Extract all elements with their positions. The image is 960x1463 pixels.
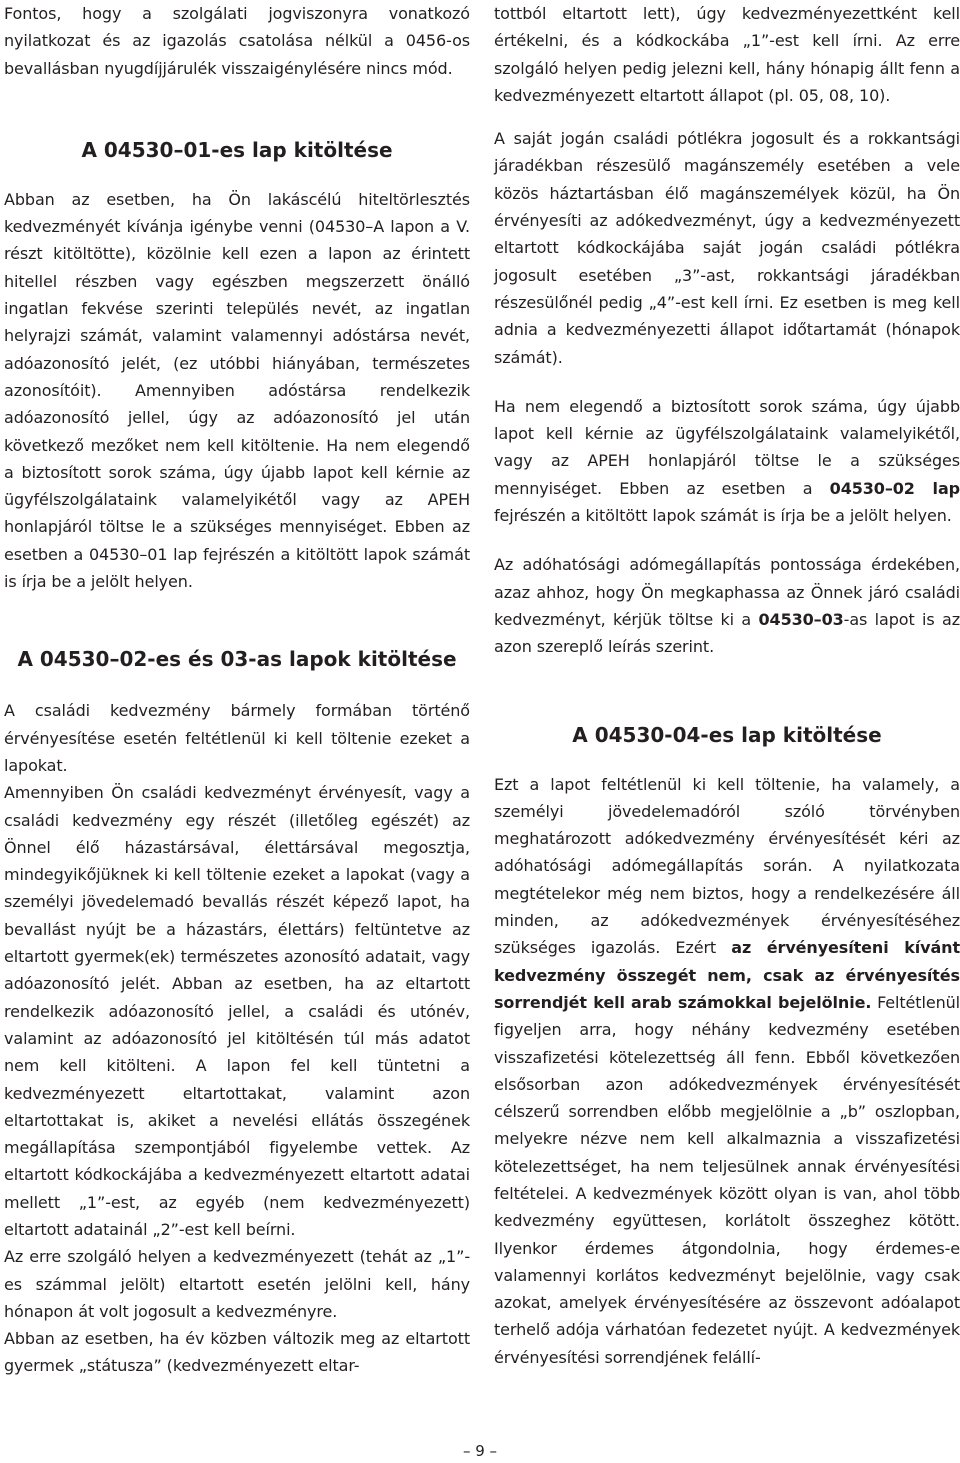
sorok-text-end: fejrészén a kitöltött lapok számát is írja be a jelölt helyen. (494, 506, 952, 526)
paragraph-04530-04 (494, 771, 960, 1372)
sorok-text-start: Ha nem elegendő a biztosított sorok száma, úgy újabb lapot kell kérnie az ügyfélszolgálataink valamelyikétől, vagy az APEH honlapjáról töltse le a szükséges mennyiséget. Ebben az esetben a (494, 396, 960, 498)
heading-04530-04: A 04530-04-es lap kitöltése (572, 722, 882, 747)
heading-04530-01: A 04530–01-es lap kitöltése (81, 137, 393, 162)
left-column (4, 0, 470, 1380)
paragraph-csaladi-kedvezmeny-2: Amennyiben Ön családi kedvezményt érvényesít, vagy a családi kedvezmény egy részét (illetőleg egészét) az Önnel élő házastársával, élettársával megosztja, mindegyikőjüknek ki kell töltenie ezeket a lapokat (vagy a személyi jövedelemadó bevallás részét képező lapot, ha bevallást nyújt be a házastárs, élettárs) feltüntetve az eltartott gyermek(ek) természetes azonosító adatait, vagy adóazonosító jelét. Abban az esetben, ha az eltartott rendelkezik adóazonosító jellel, a családi és utónév, valamint az adóazonosító jel kitöltésén túl más adatot nem kell kitölteni. A lapon fel kell tüntetni a kedvezményezett eltartottakat, valamint azon eltartottakat is, akiket a nevelési ellátás összegének megállapítása szempontjából figyelembe vettek. Az eltartott kódkockájába a kedvezményezett eltartott adatai mellett „1”-est, az egyéb (nem kedvezményezett) eltartott adatainál „2”-est kell beírni. (4, 783, 470, 1239)
heading-04530-02-03: A 04530–02-es és 03-as lapok kitöltése (17, 647, 457, 672)
paragraph-sajat-jogan: A saját jogán családi pótlékra jogosult és a rokkantsági járadékban részesülő magánszemély esetében a vele közös háztartásban élő magánszemélyek közül, ha Ön érvényesíti az adókedvezményt, úgy a kedvezményezett eltartott kódkockájába saját jogán családi pótlékra jogosult esetében „3”-ast, rokkantsági járadékban részesülőnél pedig „4”-est kell írni. Ez esetben is meg kell adnia a kedvezményezetti állapot időtartamát (hónapok számát). (494, 129, 960, 367)
paragraph-adohatosagi (494, 551, 960, 660)
lap04-text-bold: az érvényesíteni kívánt kedvezmény összegét nem, csak az érvényesítés sorrendjét kell arab számokkal bejelölnie. (494, 938, 960, 1012)
paragraph-csaladi-kedvezmeny-1: A családi kedvezmény bármely formában történő érvényesítése esetén feltétlenül ki kell töltenie ezeket a lapokat. (4, 701, 470, 775)
adohat-text-bold: 04530–03 (758, 609, 844, 629)
paragraph-csaladi-kedvezmeny-4: Abban az esetben, ha év közben változik meg az eltartott gyermek „státusza” (kedvezményezett eltar- (4, 1329, 470, 1376)
lap04-text-start: Ezt a lapot feltétlenül ki kell töltenie, ha valamely, a személyi jövedelemadóról szóló törvényben meghatározott adókedvezmény érvényesítését kéri az adóhatósági adómegállapítás során. A nyilatkozata megtételekor még nem biztos, hogy a rendelkezésére áll minden, az adókedvezmények érvényesítéséhez szükséges igazolás. Ezért (494, 774, 960, 958)
adohat-text-start: Az adóhatósági adómegállapítás pontossága érdekében, azaz ahhoz, hogy Ön megkaphassa az Önnek járó családi kedvezményt, kérjük töltse ki a (494, 555, 960, 629)
intro-paragraph: Fontos, hogy a szolgálati jogviszonyra vonatkozó nyilatkozat és az igazolás csatolása nélkül a 0456-os bevallásban nyugdíjjárulék visszaigénylésére nincs mód. (4, 4, 470, 78)
paragraph-continuation: tottból eltartott lett), úgy kedvezményezettként kell értékelni, és a kódkockába „1”-est kell írni. Az erre szolgáló helyen pedig jelezni kell, hány hónapig állt fenn a kedvezményezett eltartott állapot (pl. 05, 08, 10). (494, 4, 960, 105)
adohat-text-end: -as lapot is az azon szereplő leírás szerint. (494, 609, 960, 657)
sorok-text-bold: 04530–02 lap (829, 478, 960, 498)
lap04-text-end: Feltétlenül figyeljen arra, hogy néhány kedvezmény esetében visszafizetési kötelezettség áll fenn. Ebből következően elsősorban azon adókedvezmények érvényesítését célszerű sorrendben előbb megjelölnie a „b” oszlopban, melyekre nézve nem kell alkalmaznia a visszafizetési kötelezettséget, ha nem teljesülnek annak érvényesítési feltételei. A kedvezmények között olyan is van, ahol több kedvezmény együttesen, korlátolt összeghez kötött. Ilyenkor érdemes átgondolnia, hogy érdemes-e valamennyi korlátos kedvezményt bejelölnie, vagy csak azokat, amelyek érvényesítésére az összevont adóalapot terhelő adója várhatóan fedezetet nyújt. A kedvezmények érvényesítési sorrendjének felállí- (494, 992, 960, 1367)
page-number: – 9 – (462, 1442, 498, 1460)
paragraph-sorok-szama (494, 393, 960, 529)
paragraph-csaladi-kedvezmeny-3: Az erre szolgáló helyen a kedvezményezett (tehát az „1”-es számmal jelölt) eltartott esetén jelölni kell, hány hónapon át volt jogosult a kedvezményre. (4, 1247, 470, 1321)
right-column (494, 0, 960, 1371)
paragraph-04530-01: Abban az esetben, ha Ön lakáscélú hiteltörlesztés kedvezményét kívánja igénybe venni (04530–A lapon a V. részt kitöltötte), közölnie kell ezen a lapon az érintett hitellel részben vagy egészben megszerzett önálló ingatlan fekvése szerinti település nevét, az ingatlan helyrajzi számát, valamint valamennyi adóstársa nevét, adóazonosító jelét, (ez utóbbi hiányában, természetes azonosítóit). Amennyiben adóstársa rendelkezik adóazonosító jellel, úgy az adóazonosító jel után következő mezőket nem kell kitöltenie. Ha nem elegendő a biztosított sorok száma, úgy újabb lapot kell kérnie az ügyfélszolgálataink valamelyikétől vagy az APEH honlapjáról töltse le a szükséges mennyiséget. Ebben az esetben a 04530–01 lap fejrészén a kitöltött lapok számát is írja be a jelölt helyen. (4, 189, 470, 592)
